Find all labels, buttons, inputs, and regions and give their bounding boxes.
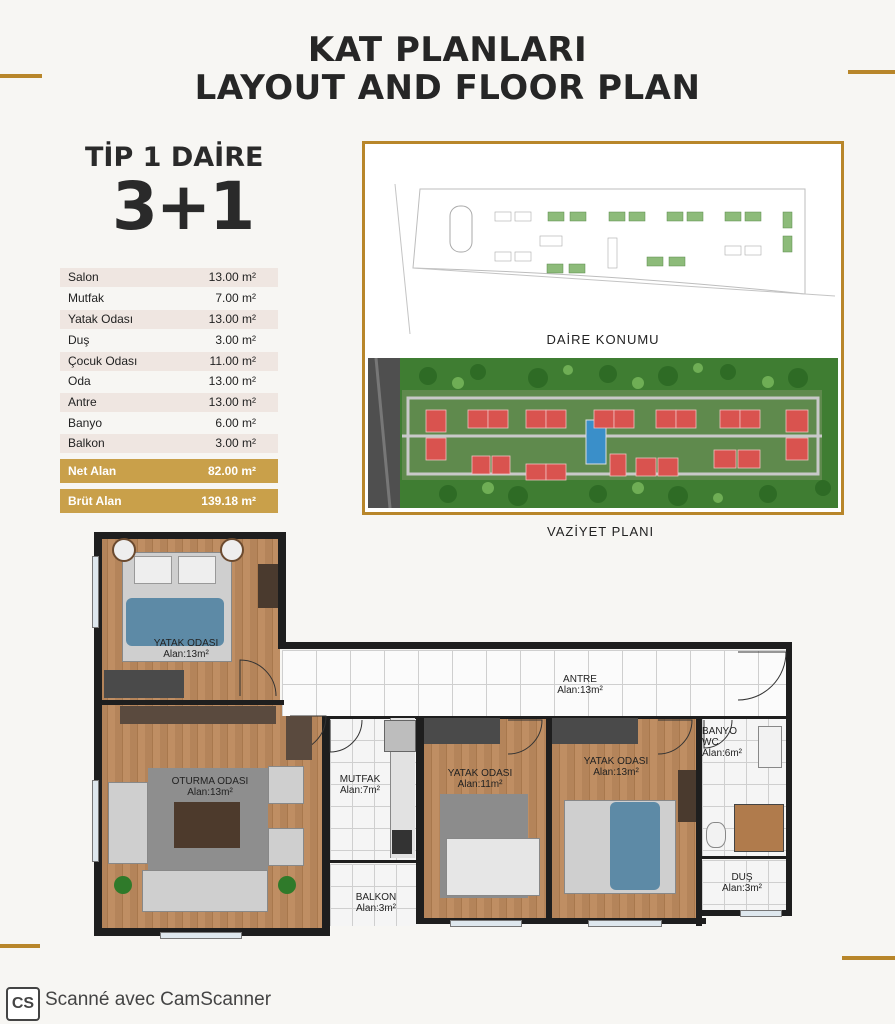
unit-type-code: 3+1 — [112, 168, 254, 245]
area-row: Salon 13.00 m² — [60, 268, 278, 287]
shelf — [286, 716, 312, 760]
room-label-entrance: ANTRE Alan:13m² — [557, 674, 603, 696]
site-plan-caption: VAZİYET PLANI — [547, 524, 655, 539]
nightstand — [220, 538, 244, 562]
location-caption: DAİRE KONUMU — [546, 332, 660, 347]
area-row: Yatak Odası 13.00 m² — [60, 310, 278, 329]
stove — [392, 830, 412, 854]
sofa — [142, 870, 268, 912]
armchair — [108, 782, 148, 864]
area-row: Mutfak 7.00 m² — [68, 291, 256, 305]
armchair — [268, 828, 304, 866]
floor-plan — [90, 530, 794, 950]
room-label-shower: DUŞ Alan:3m² — [721, 872, 762, 894]
net-area-row: Net Alan 82.00 m² — [60, 459, 278, 483]
room-label-small-bedroom: YATAK ODASI Alan:11m² — [447, 768, 513, 790]
toilet — [706, 822, 726, 848]
unit-type-label: TİP 1 DAİRE — [85, 142, 264, 173]
area-row: Banyo 6.00 m² — [68, 416, 256, 430]
pillow — [178, 556, 216, 584]
gold-rule-right-bottom — [842, 956, 895, 960]
fridge — [384, 720, 416, 752]
tv-unit — [120, 706, 276, 724]
pillow — [134, 556, 172, 584]
room-label-living-room: OTURMA ODASI Alan:13m² — [171, 776, 249, 798]
room-label-master-bedroom: YATAK ODASI Alan:13m² — [153, 638, 219, 660]
wardrobe — [552, 718, 638, 744]
page-subtitle: LAYOUT AND FLOOR PLAN — [194, 68, 701, 108]
wardrobe — [104, 670, 184, 698]
wardrobe — [424, 718, 500, 744]
area-row: Antre 13.00 m² — [60, 393, 278, 412]
desk — [678, 770, 696, 822]
plant — [278, 876, 296, 894]
area-row: Çocuk Odası 11.00 m² — [60, 352, 278, 371]
room-label-balcony: BALKON Alan:3m² — [355, 892, 397, 914]
unit-location-map — [365, 144, 841, 356]
camscanner-logo: CS — [6, 987, 40, 1021]
plant — [114, 876, 132, 894]
room-label-kitchen: MUTFAK Alan:7m² — [339, 774, 381, 796]
nightstand — [112, 538, 136, 562]
coffee-table — [174, 802, 240, 848]
shower-tray — [734, 804, 784, 852]
gross-area-row: Brüt Alan 139.18 m² — [60, 489, 278, 513]
gold-rule-left-bottom — [0, 944, 40, 948]
room-label-large-bedroom: YATAK ODASI Alan:13m² — [583, 756, 649, 778]
location-and-site-plan-frame — [362, 141, 844, 515]
site-plan-aerial — [368, 358, 838, 508]
area-row: Balkon 3.00 m² — [60, 434, 278, 453]
area-row: Oda 13.00 m² — [68, 374, 256, 388]
page-title: KAT PLANLARI — [307, 30, 588, 70]
desk — [258, 564, 278, 608]
blanket — [610, 802, 660, 890]
bed — [446, 838, 540, 896]
camscanner-watermark: Scanné avec CamScanner — [45, 989, 272, 1010]
room-label-bathroom: BANYO WC Alan:6m² — [702, 726, 743, 759]
area-row: Duş 3.00 m² — [68, 333, 256, 347]
armchair — [268, 766, 304, 804]
